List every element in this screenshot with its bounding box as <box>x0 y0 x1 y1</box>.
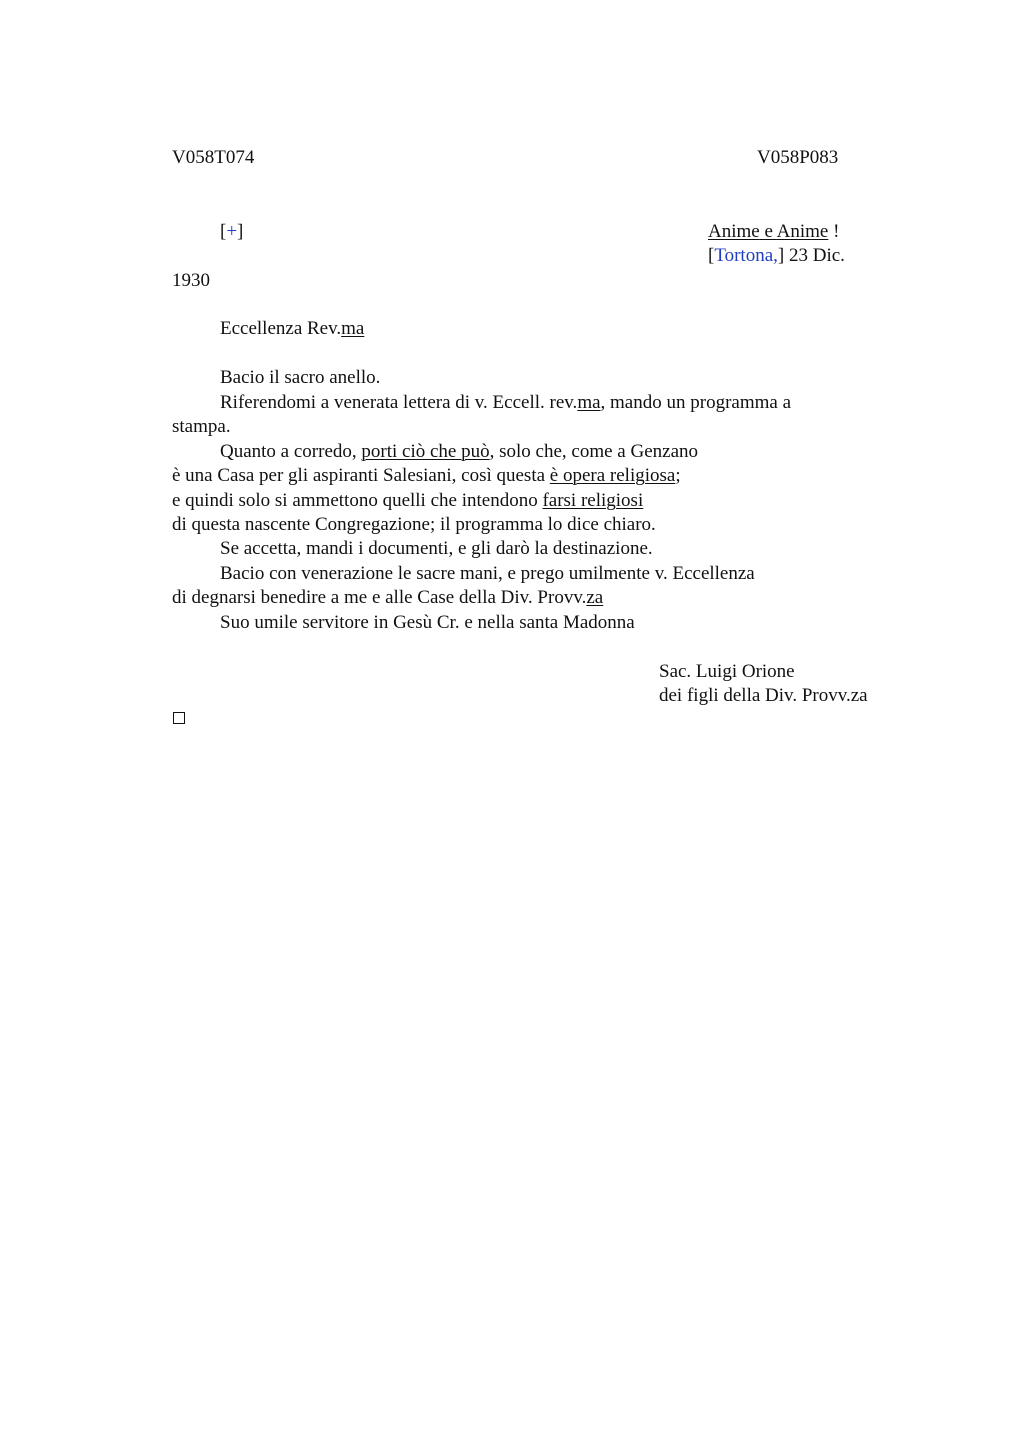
body-line-5 <box>172 464 681 488</box>
motto-word-a: Anime <box>708 221 760 242</box>
cross-open: [ <box>220 221 227 242</box>
date-year: 1930 <box>172 270 210 291</box>
body-line-9: Bacio con venerazione le sacre mani, e prego umilmente v. Eccellenza <box>220 563 755 584</box>
salutation-text: Eccellenza Rev. <box>220 318 342 339</box>
header-right-code: V058P083 <box>757 147 839 168</box>
body-line-3: stampa. <box>172 416 231 437</box>
motto-word-e: e <box>759 221 777 242</box>
cross-symbol: + <box>226 221 238 242</box>
body-line-4-b: , solo che, come a Genzano <box>489 441 698 462</box>
cross-mark <box>220 220 243 244</box>
signature-title: dei figli della Div. Provv.za <box>659 685 868 706</box>
end-box-icon <box>173 712 185 724</box>
header-left-code: V058T074 <box>172 147 255 168</box>
signature-name: Sac. Luigi Orione <box>659 661 795 682</box>
place-date <box>708 244 845 268</box>
motto-word-b: Anime <box>776 221 829 242</box>
body-line-10 <box>172 586 603 610</box>
body-line-4-a: Quanto a corredo, <box>220 441 362 462</box>
body-line-11: Suo umile servitore in Gesù Cr. e nella santa Madonna <box>220 612 635 633</box>
body-line-4 <box>220 440 698 464</box>
body-line-2-a: Riferendomi a venerata lettera di v. Eccell. rev. <box>220 392 578 413</box>
motto-exclamation: ! <box>828 221 840 242</box>
body-line-2 <box>220 391 791 415</box>
body-line-10-a: di degnarsi benedire a me e alle Case della Div. Provv. <box>172 587 587 608</box>
place-close-date: ] 23 Dic. <box>777 245 845 266</box>
body-line-7: di questa nascente Congregazione; il programma lo dice chiaro. <box>172 514 656 535</box>
body-line-5-u: è opera religiosa <box>549 465 676 486</box>
body-line-6-a: e quindi solo si ammettono quelli che intendono <box>172 490 543 511</box>
place-open: [ <box>708 245 715 266</box>
body-line-2-b: , mando un programma a <box>600 392 792 413</box>
body-line-4-u: porti ciò che può <box>361 441 490 462</box>
body-line-10-u: za <box>586 587 604 608</box>
body-line-8: Se accetta, mandi i documenti, e gli darò la destinazione. <box>220 538 653 559</box>
cross-close: ] <box>237 221 244 242</box>
body-line-6 <box>172 489 643 513</box>
salutation <box>220 317 364 341</box>
body-line-2-u: ma <box>577 392 601 413</box>
place-name: Tortona, <box>714 245 778 266</box>
motto <box>708 220 839 244</box>
body-line-6-u: farsi religiosi <box>542 490 644 511</box>
body-line-5-a: è una Casa per gli aspiranti Salesiani, così questa <box>172 465 550 486</box>
body-line-5-b: ; <box>675 465 681 486</box>
salutation-suffix: ma <box>341 318 365 339</box>
body-line-1: Bacio il sacro anello. <box>220 367 381 388</box>
